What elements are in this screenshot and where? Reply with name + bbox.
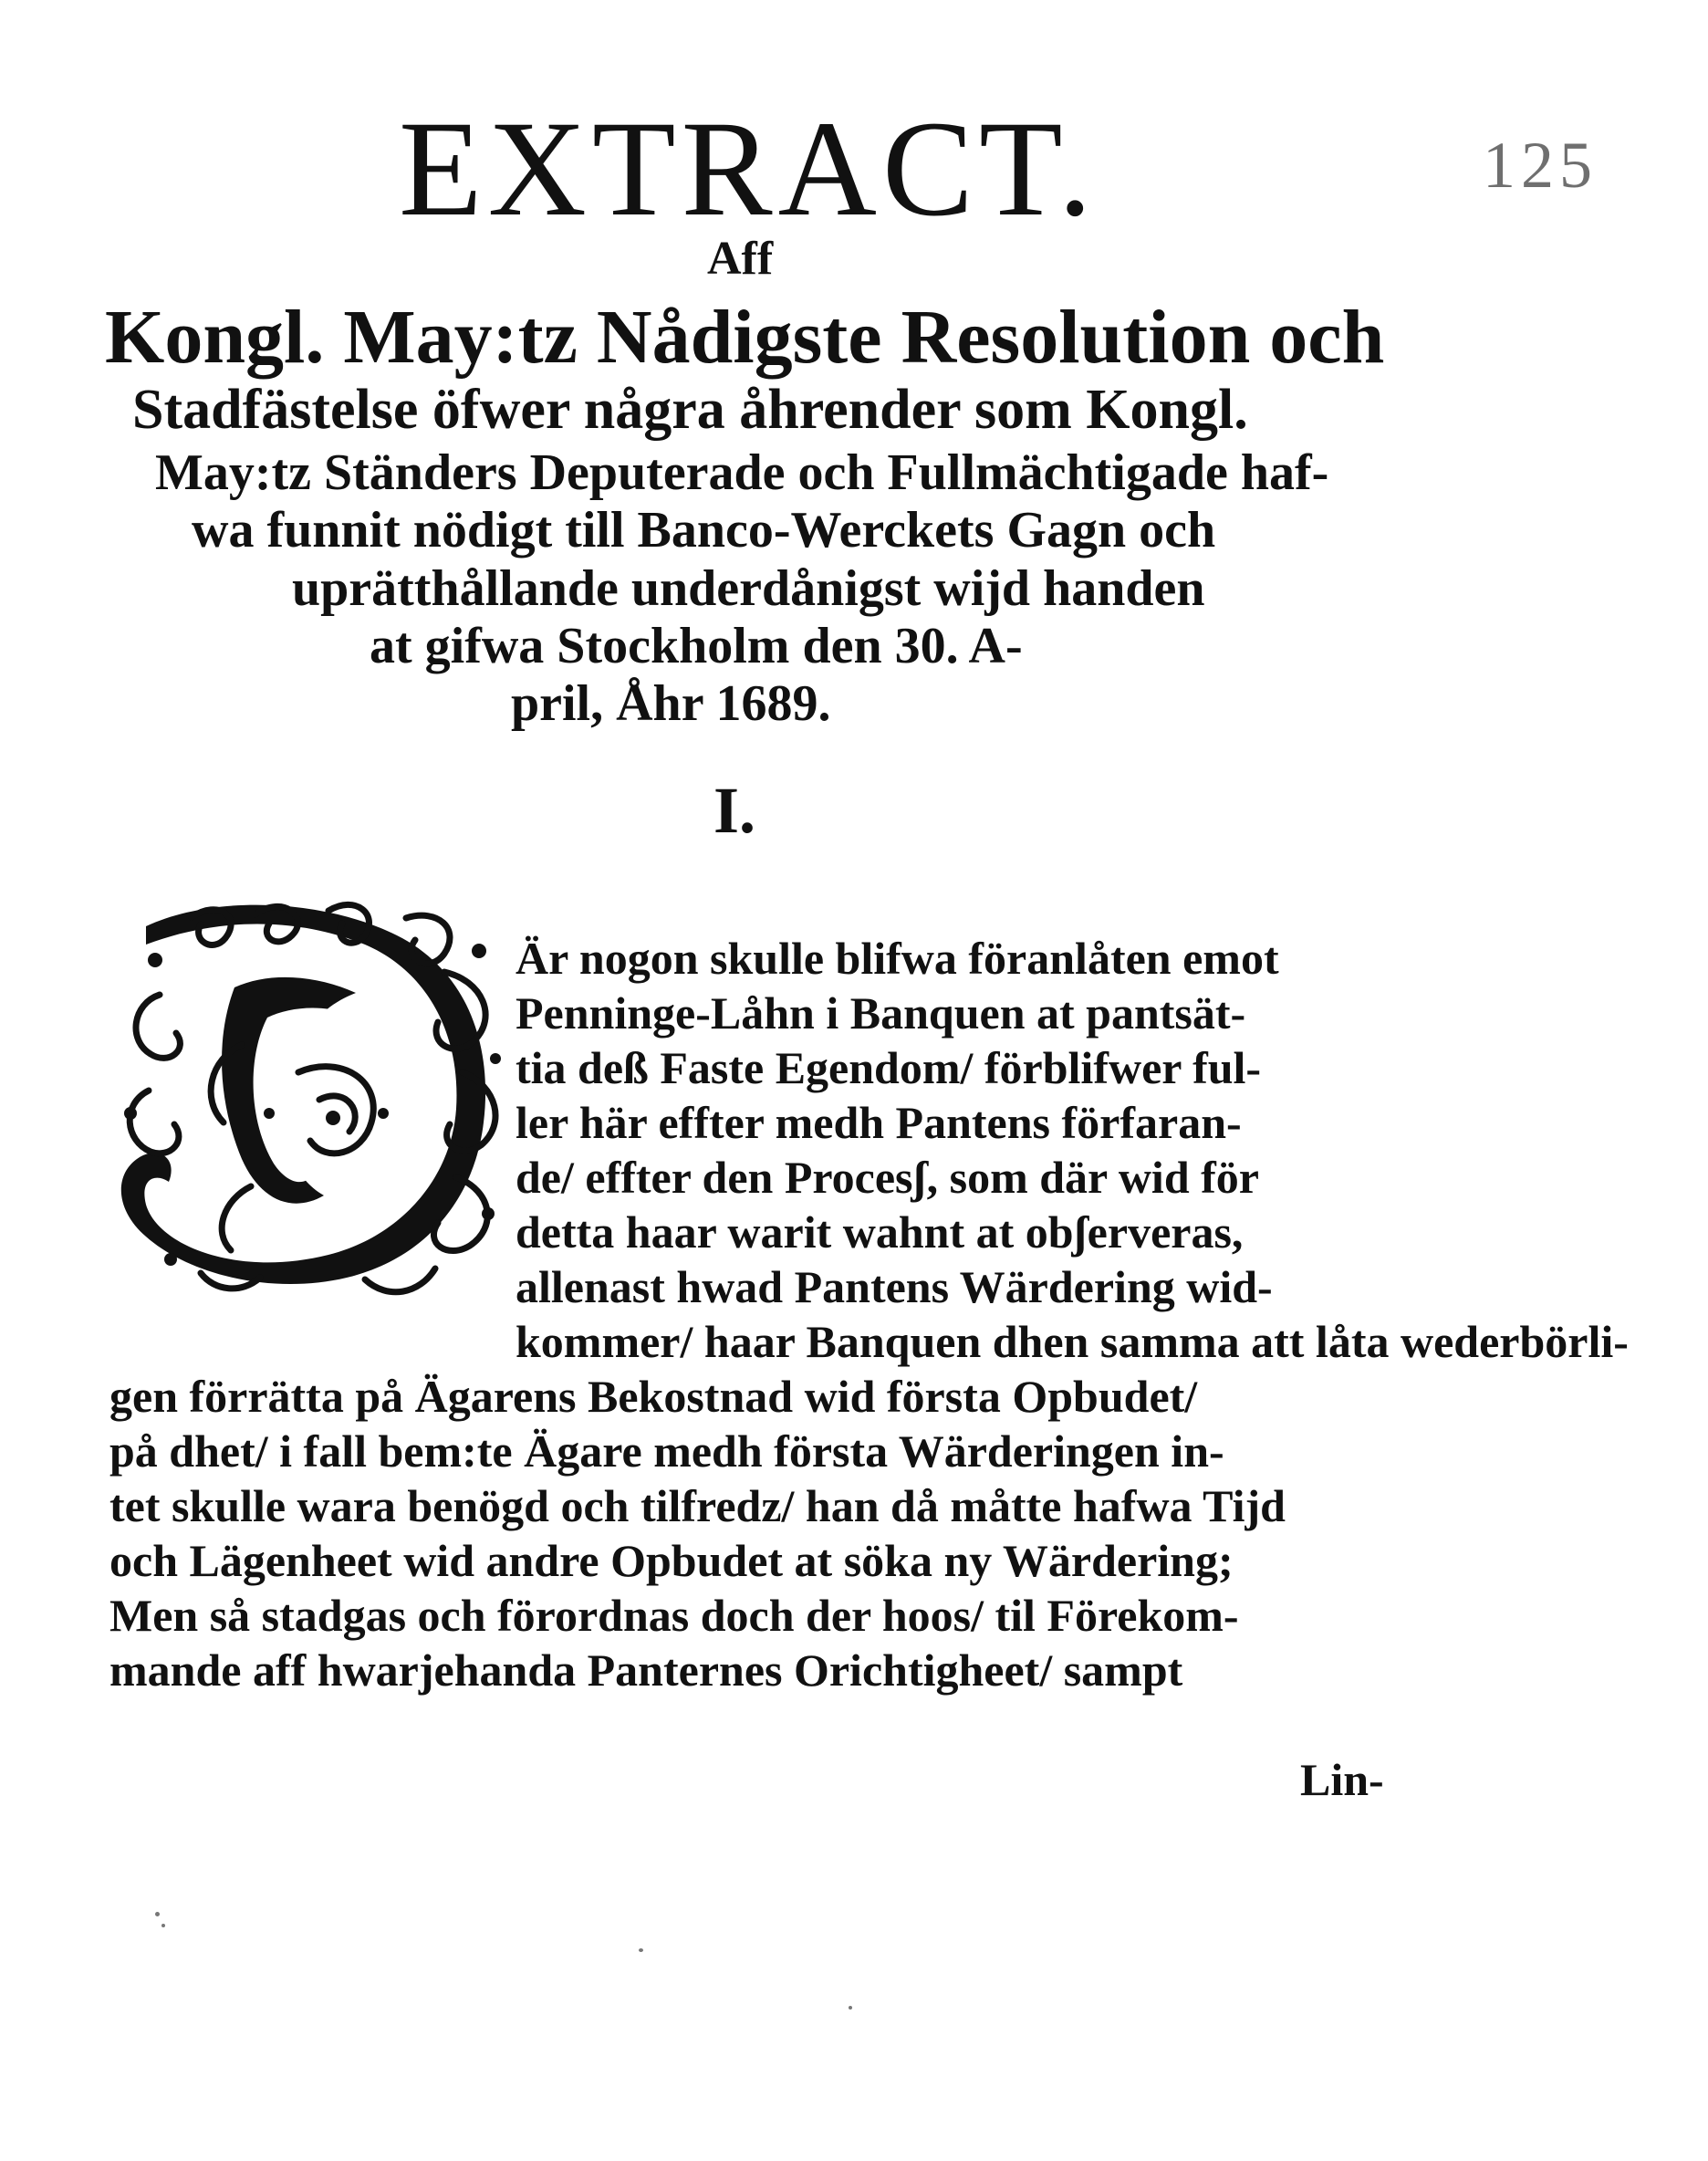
ink-speck: [155, 1912, 160, 1916]
body-line-3: tia deß Faste Egendom/ förblifwer ful-: [516, 1042, 1262, 1093]
body-line-14: mande aff hwarjehanda Panternes Orichtigheet/ sampt: [109, 1644, 1183, 1696]
header-line-6: uprätthållande underdånigst wijd handen: [292, 560, 1205, 617]
ornamental-d-icon: [105, 885, 506, 1305]
body-line-13: Men så stadgas och förordnas doch der hoos/ til Förekom-: [109, 1590, 1239, 1641]
body-line-1: Är nogon skulle blifwa föranlåten emot: [516, 933, 1279, 984]
catchword: Lin-: [1300, 1754, 1384, 1805]
header-line-3: Stadfästelse öfwer några åhrender som Kongl.: [132, 379, 1248, 441]
ink-speck: [161, 1924, 165, 1927]
ink-speck: [849, 2006, 852, 2010]
decorative-initial-d: [105, 885, 506, 1305]
header-line-2: Kongl. May:tz Nådigste Resolution och: [105, 295, 1385, 380]
body-line-6: detta haar warit wahnt at obʃerveras,: [516, 1206, 1244, 1258]
body-line-10: på dhet/ i fall bem:te Ägare medh första Wärderingen in-: [109, 1425, 1224, 1477]
body-line-2: Penninge-Låhn i Banquen at pantsät-: [516, 987, 1246, 1039]
body-line-12: och Lägenheet wid andre Opbudet at söka ny Wärdering;: [109, 1535, 1234, 1586]
document-title: EXTRACT.: [399, 93, 1098, 245]
section-number: I.: [713, 774, 756, 847]
body-line-7: allenast hwad Pantens Wärdering wid-: [516, 1261, 1273, 1312]
header-line-5: wa funnit nödigt till Banco-Werckets Gagn och: [192, 502, 1216, 559]
body-line-5: de/ effter den Procesʃ, som där wid för: [516, 1152, 1259, 1203]
body-line-11: tet skulle wara benögd och tilfredz/ han då måtte hafwa Tijd: [109, 1480, 1286, 1531]
ink-speck: [639, 1948, 643, 1952]
header-line-8: pril, Åhr 1689.: [511, 675, 831, 732]
body-line-9: gen förrätta på Ägarens Bekostnad wid första Opbudet/: [109, 1371, 1198, 1422]
header-line-1: Aff: [707, 233, 774, 285]
body-line-8: kommer/ haar Banquen dhen samma att låta wederbörli-: [516, 1316, 1629, 1367]
page-number: 125: [1483, 129, 1598, 202]
body-line-4: ler här effter medh Pantens förfaran-: [516, 1097, 1242, 1148]
header-line-7: at gifwa Stockholm den 30. A-: [370, 618, 1023, 674]
header-line-4: May:tz Ständers Deputerade och Fullmächtigade haf-: [155, 444, 1329, 501]
